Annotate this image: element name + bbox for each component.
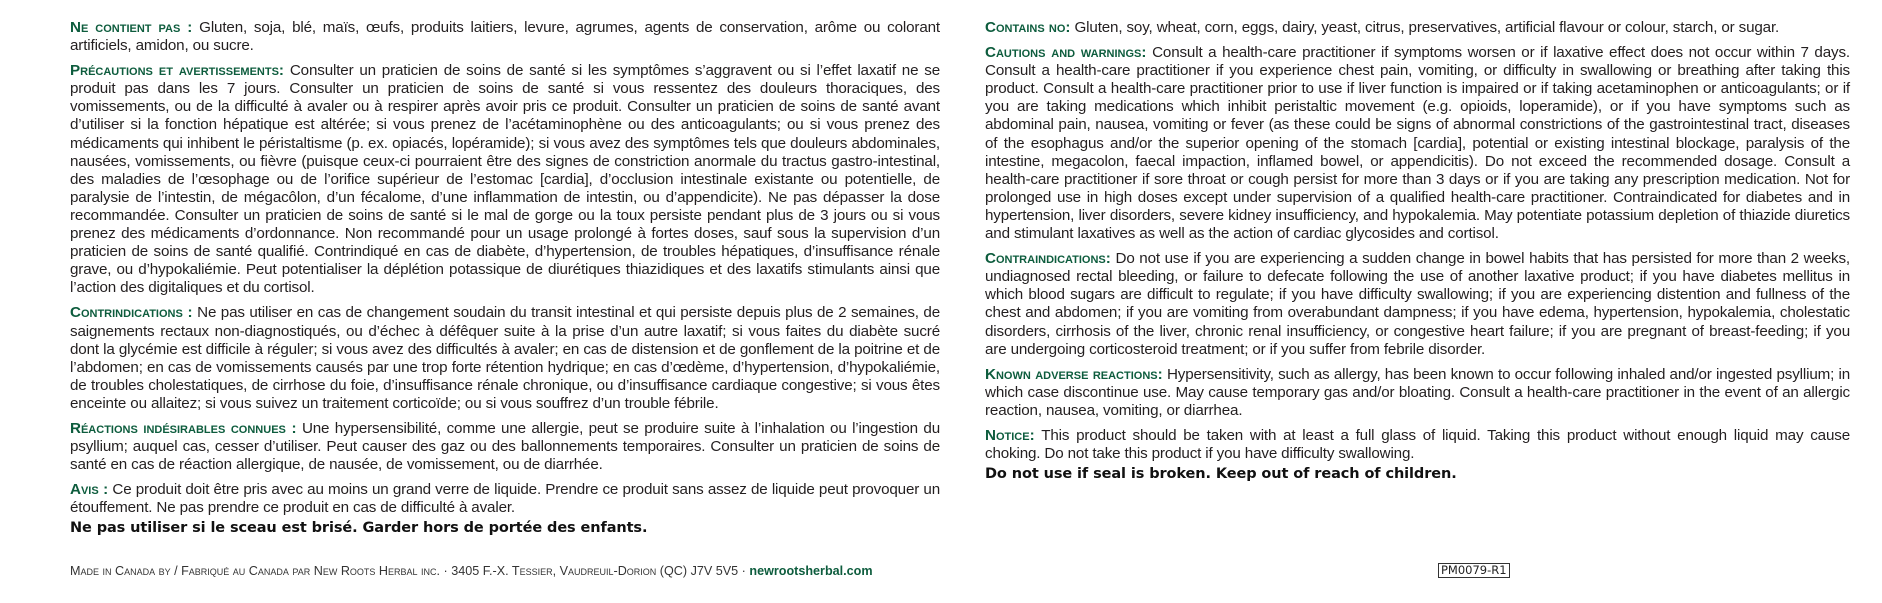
en-cautions-text: Consult a health-care practitioner if symptoms worsen or if laxative effect does not occur within 7 days. Consult a health-care practitioner if you experience chest pain, vomiting, or difficulty in swallowing or breathing after taking this product. Consult a health-care practitioner prior to use if liver function is impaired or if taking acetaminophen or anticoagulants; or if you are taking medications which inhibit peristaltic movement (e.g. opioids, loperamide), or if you have symptoms such as abdominal pain, nausea, vomiting or fever (as these could be signs of abnormal constrictions of the gastrointestinal tract, diseases of the esophagus and/or the superior opening of the stomach [cardia], potential or existing intestinal blockage, paralysis of the intestine, megacolon, faecal impaction, inflamed bowel, or appendicitis). Do not exceed the recommended dosage. Consult a health-care practitioner if sore throat or cough persist for more than 3 days or if you are taking any prescription medication. Not for prolonged use in high doses except under supervision of a qualified health-care practitioner. Contraindicated for diabetes and in hypertension, liver disorders, severe kidney insufficiency, and hypokalemia. May potentiate potassium depletion of thiazide diuretics and stimulant laxatives as well as the action of cardiac glycosides and cortisol. — [985, 44, 1850, 243]
fr-contraindications-section — [70, 304, 940, 413]
en-notice-text: This product should be taken with at least a full glass of liquid. Taking this product without enough liquid may cause choking. Do not take this product if you have difficulty swallowing. — [985, 426, 1850, 463]
en-adverse-label: Known adverse reactions: — [985, 365, 1163, 383]
en-contains-section — [985, 19, 1850, 37]
fr-reactions-label: Réactions indésirables connues : — [70, 419, 297, 437]
product-code-box: PM0079-R1 — [1438, 563, 1510, 578]
fr-contains-label: Ne contient pas : — [70, 19, 193, 36]
en-notice-label: Notice: — [985, 426, 1035, 444]
fr-notice-text: Ce produit doit être pris avec au moins un grand verre de liquide. Prendre ce produit sans assez de liquide peut provoquer un étouffement. Ne pas prendre ce produit en cas de difficulté à avaler. — [70, 481, 940, 517]
en-warning: Do not use if seal is broken. Keep out of reach of children. — [985, 466, 1457, 483]
fr-precautions-text: Consulter un praticien de soins de santé si les symptômes s’aggravent ou si l’effet laxatif ne se produit pas dans les 7 jours. Consulter un praticien de soins de santé si vous ressentez des douleurs thoraciques, des vomissements, ou de la difficulté à avaler ou à respirer après avoir pris ce produit. Consulter un praticien de soins de santé avant d’utiliser si la fonction hépatique est altérée; si vous prenez de l’acétaminophène ou des anticoagulants; ou si vous prenez des médicaments qui inhibent le péristaltisme (p. ex. opiacés, lopéramide); si vous avez des symptômes tels que douleurs abdominales, nausées, vomissements, ou fièvre (puisque ceux-ci pourraient être des signes de constriction anormale du tractus gastro-intestinal, des maladies de l’œsophage ou de l’orifice supérieur de l’estomac [cardia], d’occlusion intestinale existante ou potentielle, de paralysie de l’intestin, de mégacôlon, d’un fécalome, d’une inflammation de intestin, ou d’appendicite). Ne pas dépasser la dose recommandée. Consulter un praticien de soins de santé si le mal de gorge ou la toux persiste pendant plus de 3 jours ou si vous prenez des médicaments d’ordonnance. Non recommandé pour un usage prolongé à fortes doses, sauf sous la supervision d’un praticien de soins de santé qualifié. Contrindiqué en cas de diabète, d’hypertension, de troubles hépatiques, d’insuffisance rénale grave, ou d’hypokaliémie. Peut potentialiser la déplétion potassique de diurétiques thiazidiques et des laxatifs stimulants ainsi que l’action des digitaliques et du cortisol. — [70, 62, 940, 297]
fr-reactions-text: Une hypersensibilité, comme une allergie, peut se produire suite à l’inhalation ou l’ingestion du psyllium; auquel cas, cesser d’utiliser. Peut causer des gaz ou des ballonnements temporaires. Consulter un praticien de soins de santé en cas de réaction allergique, de nausée, de vomissement, ou de diarrhée. — [70, 419, 940, 474]
en-contraindications-section — [985, 250, 1850, 359]
fr-contraindications-text: Ne pas utiliser en cas de changement soudain du transit intestinal et qui persiste depuis plus de 2 semaines, de saignements rectaux non-diagnostiqués, ou d’échec à défêquer suite à la prise d’un autre laxatif; si vous faites du diabète sucré dont la glycémie est difficile à réguler; si vous avez des difficultés à avaler; en cas de distension et de gonflement de la poitrine et de l’abdomen; en cas de vomissements causés par une trop forte rétention hydrique; en cas d’œdème, d’hypertension, d’hypokaliémie, de troubles cholestatiques, de cirrhose du foie, d’insuffisance rénale chronique, ou d’insuffisance cardiaque congestive; si vous êtes enceinte ou allaitez; si vous suivez un traitement corticoïde; ou si vous souffrez d’un trouble fébrile. — [70, 304, 940, 412]
en-contraindications-label: Contraindications: — [985, 250, 1111, 268]
fr-notice-label: Avis : — [70, 481, 109, 499]
en-notice-section — [985, 427, 1850, 463]
website-link[interactable]: newrootsherbal.com — [749, 564, 873, 578]
fr-precautions-section — [70, 62, 940, 297]
en-adverse-text: Hypersensitivity, such as allergy, has been known to occur following inhaled and/or ingested psyllium; in which case discontinue use. May cause temporary gas and/or bloating. Consult a health-care practitioner in the event of an allergic reaction, nausea, vomiting, or diarrhea. — [985, 365, 1850, 419]
fr-notice-section — [70, 481, 940, 517]
en-contains-label: Contains no: — [985, 19, 1071, 36]
en-adverse-section — [985, 366, 1850, 420]
fr-contraindications-label: Contrindications : — [70, 304, 193, 322]
fr-precautions-label: Précautions et avertissements: — [70, 62, 284, 80]
fr-contains-text: Gluten, soja, blé, maïs, œufs, produits laitiers, levure, agrumes, agents de conservation, arôme ou colorant artificiels, amidon, ou sucre. — [70, 19, 940, 55]
en-cautions-label: Cautions and warnings: — [985, 44, 1147, 62]
en-contraindications-text: Do not use if you are experiencing a sudden change in bowel habits that has persisted for more than 2 weeks, undiagnosed rectal bleeding, or failure to defecate following the use of another laxative product; if you have diabetes mellitus in which blood sugars are difficult to regulate; if you have difficulty swallowing; if you are experiencing distention and fullness of the chest and abdomen; if you are vomiting from overabundant dampness; if you have edema, hypertension, hypokalemia, cholestatic disorders, cirrhosis of the liver, chronic renal insufficiency, or congestive heart failure; if you are pregnant of breast-feeding; if you are undergoing corticosteroid treatment; or if you suffer from febrile disorder. — [985, 250, 1850, 358]
en-contains-text: Gluten, soy, wheat, corn, eggs, dairy, yeast, citrus, preservatives, artificial flavour or colour, starch, or sugar. — [1070, 19, 1780, 36]
fr-warning: Ne pas utiliser si le sceau est brisé. Garder hors de portée des enfants. — [70, 520, 648, 537]
english-column — [985, 19, 1850, 483]
en-cautions-section — [985, 44, 1850, 243]
manufacturer-address: Made in Canada by / Fabriqué au Canada par New Roots Herbal inc. · 3405 F.-X. Tessier, Vaudreuil-Dorion (QC) J7V 5V5 · — [70, 564, 750, 578]
french-column — [70, 19, 940, 538]
manufacturer-footer — [70, 564, 950, 578]
fr-contains-section — [70, 19, 940, 55]
fr-reactions-section — [70, 420, 940, 474]
